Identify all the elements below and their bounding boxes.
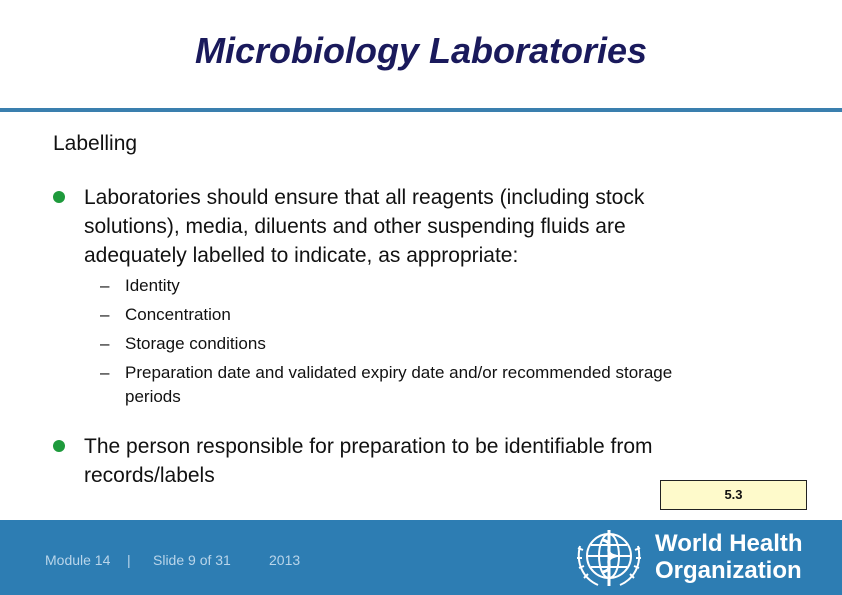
bullet-line: solutions), media, diluents and other suspending fluids are (84, 215, 626, 238)
bullet-dot-icon (53, 440, 65, 452)
footer-separator: | (127, 552, 131, 568)
footer-slide-number: Slide 9 of 31 (153, 552, 231, 568)
sub-item-text: Concentration (125, 305, 231, 324)
who-logo-text (655, 530, 803, 584)
slide-title: Microbiology Laboratories (194, 30, 648, 71)
section-heading: Labelling (53, 132, 138, 155)
footer-bar (0, 520, 842, 595)
sub-item-text: periods (125, 387, 181, 406)
logo-line: Organization (655, 557, 802, 584)
sub-item-text: Preparation date and validated expiry date and/or recommended storage (125, 363, 673, 382)
bullet-line: Laboratories should ensure that all reagents (including stock (84, 186, 645, 209)
dash-marker: – (100, 363, 110, 382)
section-number-badge: 5.3 (660, 480, 807, 510)
bullet-line: adequately labelled to indicate, as appropriate: (84, 244, 519, 267)
dash-marker: – (100, 305, 110, 324)
who-emblem-icon (572, 526, 646, 590)
dash-marker: – (100, 276, 110, 295)
dash-marker: – (100, 334, 110, 353)
bullet-dot-icon (53, 191, 65, 203)
sub-item-text: Identity (125, 276, 180, 295)
footer-module: Module 14 (45, 552, 111, 568)
sub-item-text: Storage conditions (125, 334, 266, 353)
footer-year: 2013 (269, 552, 301, 568)
bullet-line: The person responsible for preparation to be identifiable from (84, 435, 653, 458)
logo-line: World Health (655, 530, 803, 557)
title-divider (0, 108, 842, 112)
bullet-line: records/labels (84, 464, 215, 487)
